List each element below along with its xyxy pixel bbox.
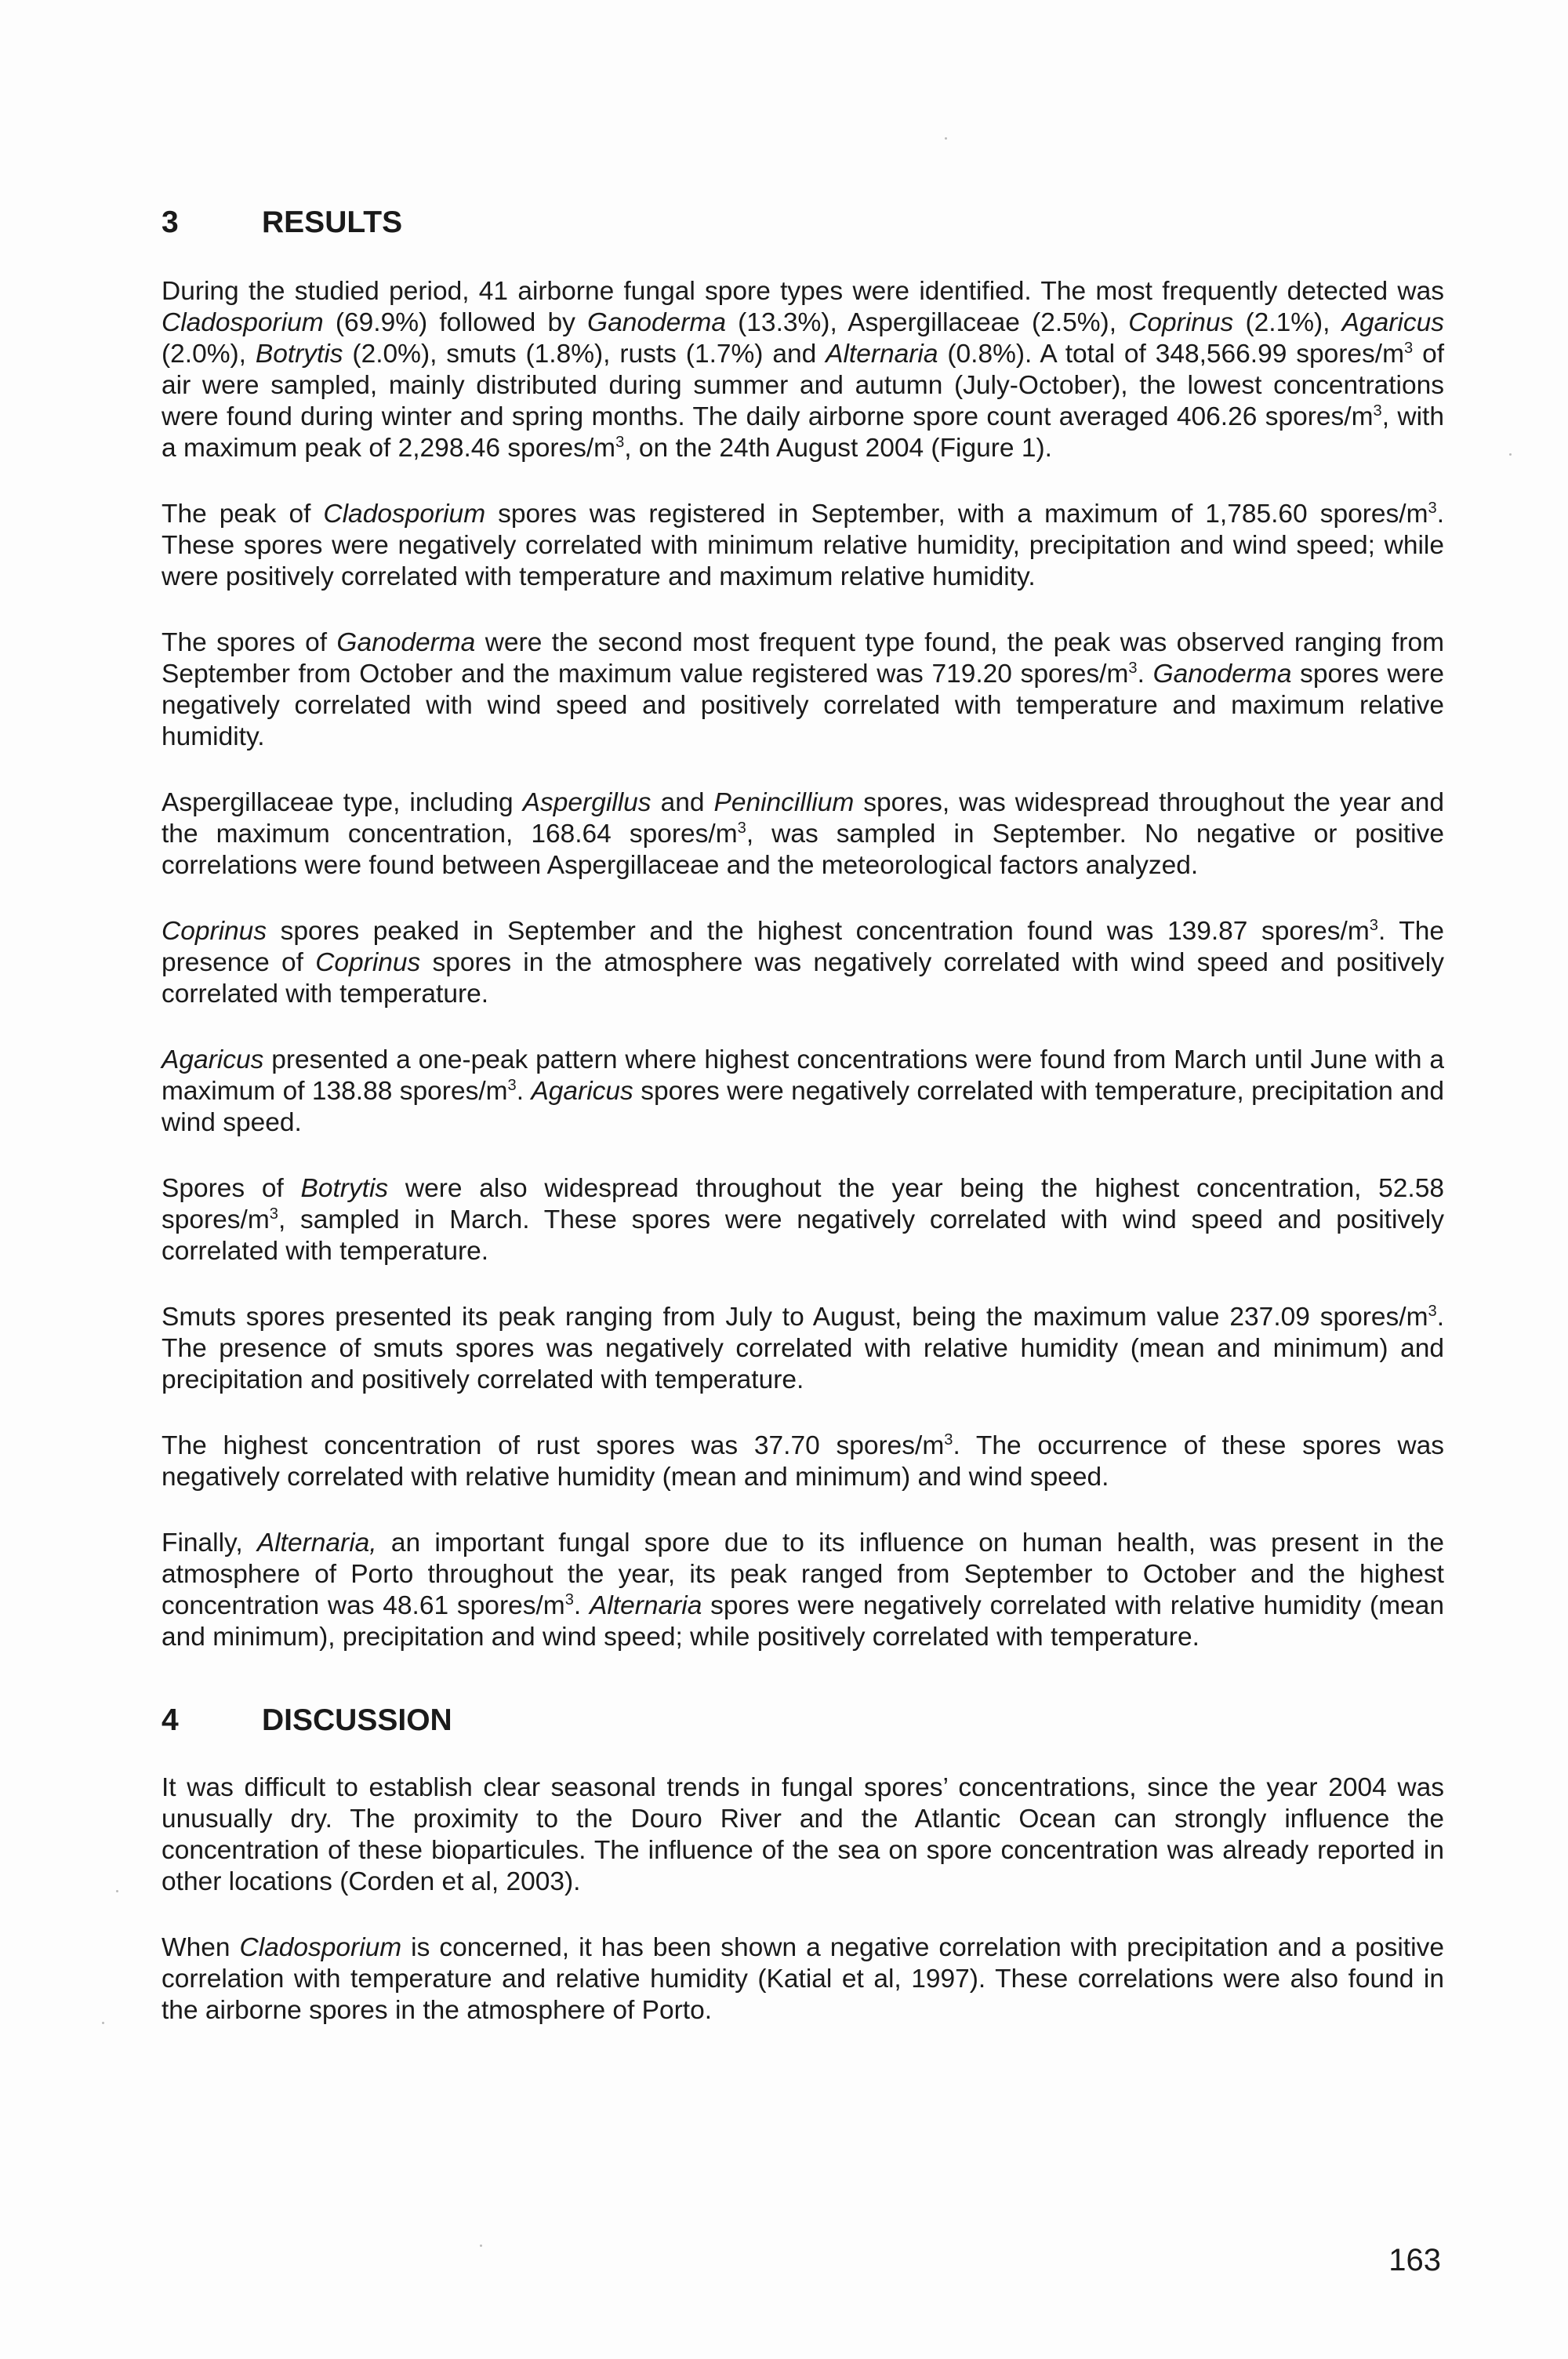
superscript: 3 bbox=[1373, 402, 1382, 420]
superscript: 3 bbox=[1428, 499, 1437, 517]
superscript: 3 bbox=[1428, 1302, 1437, 1320]
paragraph bbox=[162, 499, 1444, 593]
page-number: 163 bbox=[1388, 2243, 1441, 2277]
taxon-name: Alternaria bbox=[826, 340, 938, 369]
text-run: . The presence of bbox=[162, 917, 1444, 977]
paragraph bbox=[162, 1045, 1444, 1139]
text-run: , with a maximum peak of 2,298.46 spores/m bbox=[162, 402, 1444, 463]
scan-speck bbox=[1509, 453, 1512, 456]
section-number: 3 bbox=[162, 205, 179, 239]
text-run: , was sampled in September. No negative or positive correlations were found between Aspergillaceae and the meteorological factors analyzed. bbox=[162, 820, 1444, 880]
text-run: . bbox=[573, 1591, 590, 1620]
superscript: 3 bbox=[615, 433, 625, 451]
text-run: (69.9%) followed by bbox=[323, 308, 588, 337]
text-run: an important fungal spore due to its influence on human health, was present in the atmosphere of Porto throughout the year, its peak ranged from September to October and the highest concentration was 48.61 spores/m bbox=[162, 1528, 1445, 1620]
text-run: (0.8%). A total of 348,566.99 spores/m bbox=[938, 340, 1405, 369]
taxon-name: Agaricus bbox=[531, 1077, 633, 1106]
superscript: 3 bbox=[564, 1590, 574, 1608]
scan-speck bbox=[102, 2022, 104, 2024]
paragraph bbox=[162, 1772, 1444, 1898]
paragraph bbox=[162, 1302, 1444, 1396]
text-run: Finally, bbox=[162, 1528, 257, 1558]
text-run: Aspergillaceae type, including bbox=[162, 788, 523, 817]
paragraph bbox=[162, 787, 1444, 881]
taxon-name: Coprinus bbox=[315, 948, 421, 977]
section-heading-discussion bbox=[162, 1703, 1444, 1738]
paragraph bbox=[162, 1528, 1444, 1653]
text-run: spores peaked in September and the highest concentration found was 139.87 spores/m bbox=[267, 917, 1370, 946]
text-run: Spores of bbox=[162, 1174, 301, 1203]
superscript: 3 bbox=[507, 1076, 517, 1094]
superscript: 3 bbox=[1128, 659, 1138, 677]
text-run: (2.0%), smuts (1.8%), rusts (1.7%) and bbox=[343, 340, 826, 369]
text-run: of air were sampled, mainly distributed during summer and autumn (July-October), the lowest concentrations were found during winter and spring months. The daily airborne spore count averaged 406.26 spores/m bbox=[162, 340, 1445, 431]
text-run: spores, was widespread throughout the year and the maximum concentration, 168.64 spores/m bbox=[162, 788, 1445, 849]
text-run: The spores of bbox=[162, 628, 337, 657]
taxon-name: Botrytis bbox=[255, 340, 343, 369]
text-run: spores were negatively correlated with temperature, precipitation and wind speed. bbox=[162, 1077, 1444, 1137]
text-run: . bbox=[1137, 660, 1153, 689]
page-content bbox=[162, 205, 1444, 2026]
text-run: (2.0%), bbox=[162, 340, 256, 369]
scan-speck bbox=[945, 137, 947, 140]
superscript: 3 bbox=[1369, 916, 1378, 934]
section-title: RESULTS bbox=[262, 205, 403, 239]
text-run: During the studied period, 41 airborne fungal spore types were identified. The most frequently detected was bbox=[162, 277, 1444, 306]
taxon-name: Coprinus bbox=[1128, 308, 1234, 337]
taxon-name: Cladosporium bbox=[162, 308, 324, 337]
paragraph bbox=[162, 627, 1444, 753]
text-run: is concerned, it has been shown a negative correlation with precipitation and a positive correlation with temperature and relative humidity (Katial et al, 1997). These correlations were also found in the airborne spores in the atmosphere of Porto. bbox=[162, 1933, 1444, 2025]
section-number: 4 bbox=[162, 1703, 179, 1737]
superscript: 3 bbox=[737, 819, 746, 837]
paragraph bbox=[162, 1173, 1444, 1267]
taxon-name: Penincillium bbox=[713, 788, 855, 817]
section-title: DISCUSSION bbox=[262, 1703, 452, 1737]
text-run: , on the 24th August 2004 (Figure 1). bbox=[624, 434, 1052, 463]
superscript: 3 bbox=[944, 1430, 953, 1448]
taxon-name: Botrytis bbox=[300, 1174, 389, 1203]
taxon-name: Agaricus bbox=[1341, 308, 1444, 337]
text-run: were also widespread throughout the year being the highest concentration, 52.58 spores/m bbox=[162, 1174, 1445, 1234]
paragraph bbox=[162, 276, 1444, 464]
text-run: . bbox=[516, 1077, 532, 1106]
text-run: The highest concentration of rust spores was 37.70 spores/m bbox=[162, 1431, 945, 1460]
taxon-name: Coprinus bbox=[162, 917, 267, 946]
text-run: . These spores were negatively correlated with minimum relative humidity, precipitation and wind speed; while were positively correlated with temperature and maximum relative humidity. bbox=[162, 500, 1444, 591]
taxon-name: Aspergillus bbox=[522, 788, 652, 817]
results-body bbox=[162, 276, 1444, 1653]
discussion-body bbox=[162, 1772, 1444, 2026]
text-run: (2.1%), bbox=[1233, 308, 1342, 337]
scan-speck bbox=[480, 2245, 482, 2247]
text-run: . The occurrence of these spores was negatively correlated with relative humidity (mean and minimum) and wind speed. bbox=[162, 1431, 1444, 1492]
taxon-name: Agaricus bbox=[162, 1045, 264, 1074]
taxon-name: Ganoderma bbox=[1152, 660, 1292, 689]
text-run: spores were negatively correlated with wind speed and positively correlated with temperature and maximum relative humidity. bbox=[162, 660, 1444, 751]
text-run: spores was registered in September, with a maximum of 1,785.60 spores/m bbox=[485, 500, 1428, 529]
text-run: presented a one-peak pattern where highest concentrations were found from March until June with a maximum of 138.88 spores/m bbox=[162, 1045, 1444, 1106]
text-run: (13.3%), Aspergillaceae (2.5%), bbox=[725, 308, 1129, 337]
taxon-name: Alternaria, bbox=[256, 1528, 377, 1558]
text-run: spores were negatively correlated with relative humidity (mean and minimum), precipitation and wind speed; while positively correlated with temperature. bbox=[162, 1591, 1444, 1652]
text-run: , sampled in March. These spores were negatively correlated with wind speed and positively correlated with temperature. bbox=[162, 1205, 1444, 1266]
paragraph bbox=[162, 916, 1444, 1010]
taxon-name: Cladosporium bbox=[239, 1933, 402, 1962]
text-run: It was difficult to establish clear seasonal trends in fungal spores’ concentrations, since the year 2004 was unusually dry. The proximity to the Douro River and the Atlantic Ocean can strongly influence the concentration of these bioparticules. The influence of the sea on spore concentration was already reported in other locations (Corden et al, 2003). bbox=[162, 1773, 1444, 1896]
taxon-name: Alternaria bbox=[590, 1591, 702, 1620]
text-run: When bbox=[162, 1933, 240, 1962]
paragraph bbox=[162, 1430, 1444, 1493]
scan-speck bbox=[116, 1890, 118, 1892]
text-run: The peak of bbox=[162, 500, 324, 529]
text-run: Smuts spores presented its peak ranging from July to August, being the maximum value 237.09 spores/m bbox=[162, 1303, 1428, 1332]
superscript: 3 bbox=[1404, 339, 1414, 357]
text-run: . The presence of smuts spores was negatively correlated with relative humidity (mean and minimum) and precipitation and positively correlated with temperature. bbox=[162, 1303, 1444, 1394]
text-run: and bbox=[651, 788, 714, 817]
superscript: 3 bbox=[269, 1205, 278, 1223]
text-run: spores in the atmosphere was negatively correlated with wind speed and positively correlated with temperature. bbox=[162, 948, 1444, 1009]
taxon-name: Ganoderma bbox=[587, 308, 726, 337]
section-heading-results bbox=[162, 205, 1444, 240]
taxon-name: Cladosporium bbox=[323, 500, 486, 529]
taxon-name: Ganoderma bbox=[336, 628, 476, 657]
text-run: were the second most frequent type found, the peak was observed ranging from September from October and the maximum value registered was 719.20 spores/m bbox=[162, 628, 1444, 689]
paragraph bbox=[162, 1932, 1444, 2026]
